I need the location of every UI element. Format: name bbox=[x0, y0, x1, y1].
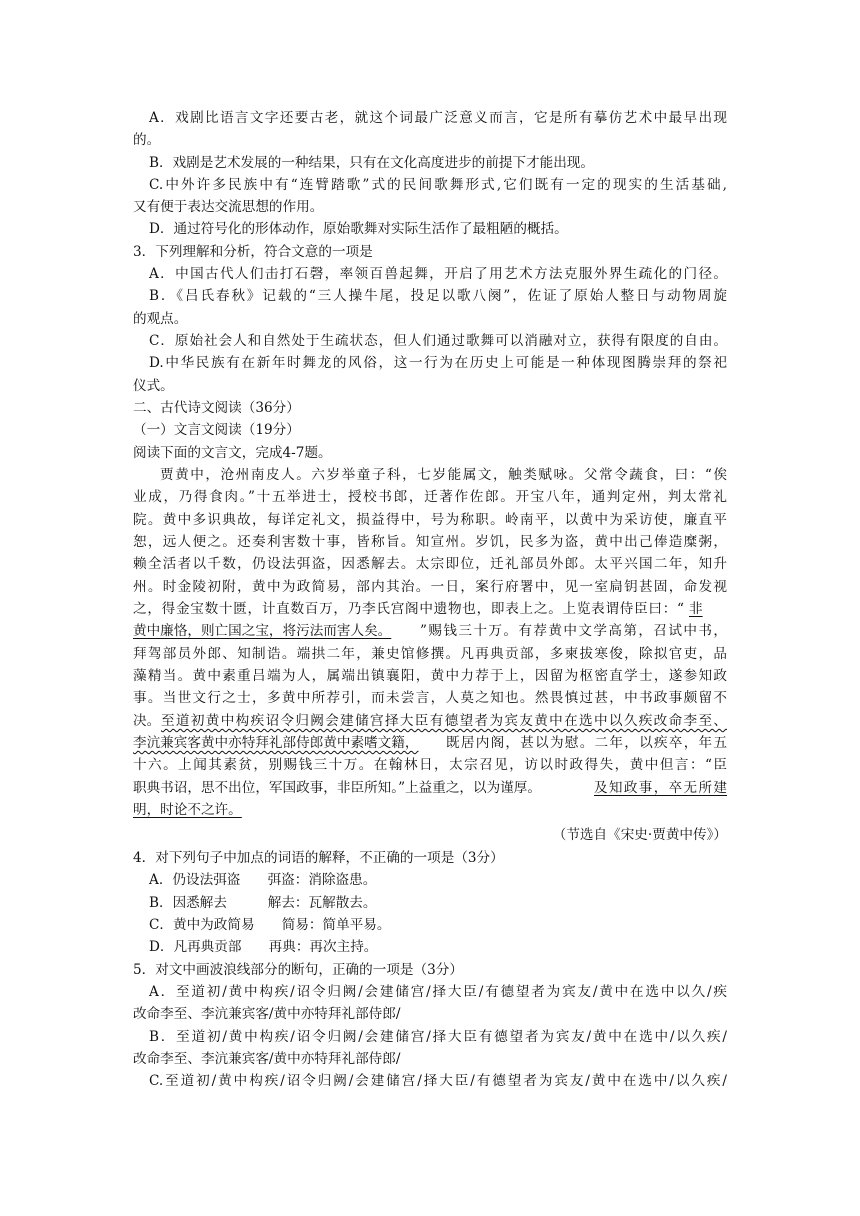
text-line: 州。时金陵初附，黄中为政简易，部内其治。一日，案行府署中，见一室扃钥甚固，命发视 bbox=[133, 579, 727, 595]
text-line: A．至道初/黄中构疾/诏令归阙/会建储宫/择大臣/有德望者为宾友/黄中在选中以久/疾 bbox=[149, 984, 727, 1000]
text-line: C．原始社会人和自然处于生疏状态，但人们通过歌舞可以消融对立，获得有限度的自由。 bbox=[149, 333, 727, 349]
text-line: A．中国古代人们击打石磬，率领百兽起舞，开启了用艺术方法克服外界生疏化的门径。 bbox=[149, 266, 727, 282]
text-line: 及知政事，卒无所建 bbox=[594, 780, 727, 796]
text-line: 的观点。 bbox=[133, 311, 188, 327]
text-line: C．黄中为政简易 简易：简单平易。 bbox=[149, 917, 391, 933]
text-line: 改命李至、李沆兼宾客/黄中亦特拜礼部侍郎/ bbox=[133, 1051, 401, 1067]
text-line: 又有便于表达交流思想的作用。 bbox=[133, 199, 324, 215]
text-line: 的。 bbox=[133, 132, 161, 148]
text-line: B．《吕氏春秋》记载的“三人操牛尾，投足以歌八阕”，佐证了原始人整日与动物周旋 bbox=[149, 288, 727, 304]
text-line: D.中华民族有在新年时舞龙的风俗，这一行为在历史上可能是一种体现图腾崇拜的祭祀 bbox=[149, 355, 727, 371]
text-line: C.至道初/黄中构疾/诏令归阙/会建储宫/择大臣/有德望者为宾友/黄中在选中/以久疾/ bbox=[149, 1073, 727, 1089]
text-line: 事。当世文行之士，多黄中所荐引，而未尝言，人莫之知也。然畏慎过甚，中书政事颇留不 bbox=[133, 690, 727, 706]
text-line: 恕，远人便之。还奏利害数十事，皆称旨。知宣州。岁饥，民多为盗，黄中出己俸造糜粥， bbox=[133, 534, 727, 550]
text-line: 5．对文中画波浪线部分的断句，正确的一项是（3分） bbox=[133, 962, 463, 978]
text-line: D．凡再典贡部 再典：再次主持。 bbox=[149, 939, 378, 955]
text-line: 仪式。 bbox=[133, 378, 174, 394]
text-line: 拜驾部员外郎、知制诰。端拱二年，兼史馆修撰。凡再典贡部，多柬拔寒俊，除拟官吏，品 bbox=[133, 646, 727, 662]
text-line: A．戏剧比语言文字还要古老，就这个词最广泛意义而言，它是所有摹仿艺术中最早出现 bbox=[149, 110, 727, 126]
text-line: 决。 bbox=[133, 713, 161, 729]
text-line: 十六。上闻其素贫，别赐钱三十万。在翰林日，太宗召见，访以时政得失，黄中但言：“臣 bbox=[133, 757, 727, 773]
text-line: 赖全活者以千数，仍设法弭盗，因悉解去。太宗即位，迁礼部员外郎。太平兴国二年，知升 bbox=[133, 556, 727, 572]
text-line: （一）文言文阅读（19分） bbox=[133, 422, 300, 438]
text-line: 二、古代诗文阅读（36分） bbox=[133, 400, 300, 416]
text-line: 李沆兼宾客黄中亦特拜礼部侍郎黄中素嗜文籍， bbox=[133, 735, 419, 751]
text-line: D．通过符号化的形体动作，原始歌舞对实际生活作了最粗陋的概括。 bbox=[149, 221, 568, 237]
text-line: 黄中廉恪，则亡国之宝，将污法而害人矣。 bbox=[133, 623, 392, 639]
text-line: B．至道初/黄中构疾/诏令归阙/会建储宫/择大臣有德望者为宾友/黄中在选中/以久疾/ bbox=[149, 1029, 727, 1045]
text-line: 藻精当。黄中素重吕端为人，属端出镇襄阳，黄中力荐于上，因留为枢密直学士，遂参知政 bbox=[133, 668, 727, 684]
text-line: 既居内阁，甚以为慰。二年，以疾卒，年五 bbox=[446, 735, 727, 751]
text-line: 至道初黄中构疾诏令归阙会建储宫择大臣有德望者为宾友黄中在选中以久疾改命李至、 bbox=[161, 713, 727, 729]
text-line: 非 bbox=[689, 601, 703, 617]
text-line: 改命李至、李沆兼宾客/黄中亦特拜礼部侍郎/ bbox=[133, 1006, 401, 1022]
text-line: 业成，乃得食肉。”十五举进士，授校书郎，迁著作佐郎。开宝八年，通判定州，判太常礼 bbox=[133, 489, 727, 505]
text-line: B．因悉解去 解去：瓦解散去。 bbox=[149, 895, 377, 911]
text-line: 院。黄中多识典故，每详定礼文，损益得中，号为称职。岭南平，以黄中为采访使，廉直平 bbox=[133, 512, 727, 528]
text-line: 4．对下列句子中加点的词语的解释，不正确的一项是（3分） bbox=[133, 850, 504, 866]
text-line: 职典书诏，思不出位，军国政事，非臣所知。”上益重之，以为谨厚。 bbox=[133, 780, 541, 796]
text-line: （节选自《宋史·贾黄中传》） bbox=[552, 827, 727, 843]
text-line: 阅读下面的文言文，完成4-7题。 bbox=[133, 445, 332, 461]
text-line: B．戏剧是艺术发展的一种结果，只有在文化高度进步的前提下才能出现。 bbox=[149, 155, 594, 171]
text-line: C.中外许多民族中有“连臂踏歌”式的民间歌舞形式,它们既有一定的现实的生活基础, bbox=[149, 177, 727, 193]
text-line: 之，得金宝数十匮，计直数百万，乃李氏宫阁中遗物也，即表上之。上览表谓侍臣曰：“ bbox=[133, 601, 684, 617]
text-line: ”赐钱三十万。有荐黄中文学高第，召试中书， bbox=[420, 623, 727, 639]
text-line: A．仍设法弭盗 弭盗：消除盗患。 bbox=[149, 872, 377, 888]
text-line: 3．下列理解和分析，符合文意的一项是 bbox=[133, 244, 373, 260]
text-line: 贾黄中，沧州南皮人。六岁举童子科，七岁能属文，触类赋咏。父常令蔬食，曰：“俟 bbox=[160, 467, 727, 483]
text-line: 明，时论不之许。 bbox=[133, 802, 242, 818]
